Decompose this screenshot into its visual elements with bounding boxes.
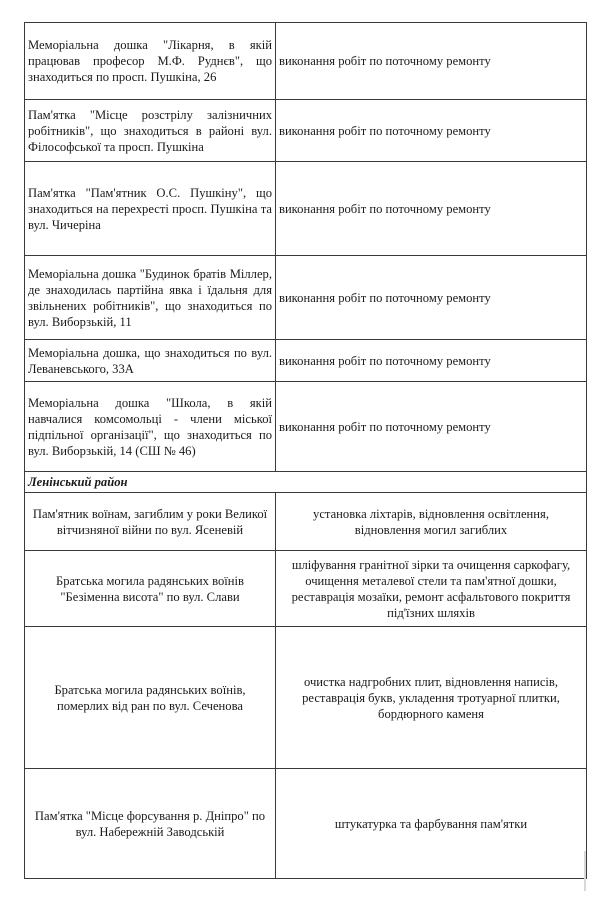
- table-row: [25, 769, 587, 879]
- work-cell: виконання робіт по поточному ремонту: [276, 256, 587, 340]
- object-cell: Меморіальна дошка "Будинок братів Міллер, де знаходилась партійна явка і їдальня для звільнених робітників", що знаходиться по вул. Виборзькій, 11: [25, 256, 276, 340]
- object-cell: Меморіальна дошка "Школа, в якій навчалися комсомольці - члени міської підпільної організації", що знаходиться по вул. Виборзькій, 14 (СШ № 46): [25, 382, 276, 472]
- table-row: [25, 382, 587, 472]
- work-cell: виконання робіт по поточному ремонту: [276, 340, 587, 382]
- table-row: [25, 100, 587, 162]
- work-cell: виконання робіт по поточному ремонту: [276, 23, 587, 100]
- table-row: [25, 340, 587, 382]
- monuments-table: [24, 22, 587, 879]
- work-cell: штукатурка та фарбування пам'ятки: [276, 769, 587, 879]
- object-cell: Пам'ятка "Місце розстрілу залізничних робітників", що знаходиться в районі вул. Філософської та просп. Пушкіна: [25, 100, 276, 162]
- object-cell: Пам'ятник воїнам, загиблим у роки Великої вітчизняної війни по вул. Ясеневій: [25, 493, 276, 551]
- object-cell: Меморіальна дошка "Лікарня, в якій працював професор М.Ф. Руднєв", що знаходиться по просп. Пушкіна, 26: [25, 23, 276, 100]
- object-cell: Меморіальна дошка, що знаходиться по вул. Леваневського, 33А: [25, 340, 276, 382]
- work-cell: виконання робіт по поточному ремонту: [276, 382, 587, 472]
- work-cell: очистка надгробних плит, відновлення написів, реставрація букв, укладення тротуарної плитки, бордюрного каменя: [276, 627, 587, 769]
- table-row: [25, 23, 587, 100]
- scan-artifact: [584, 851, 586, 891]
- table-row: [25, 256, 587, 340]
- table-row: [25, 627, 587, 769]
- table-row: [25, 162, 587, 256]
- object-cell: Пам'ятка "Місце форсування р. Дніпро" по вул. Набережній Заводській: [25, 769, 276, 879]
- object-cell: Пам'ятка "Пам'ятник О.С. Пушкіну", що знаходиться на перехресті просп. Пушкіна та вул. Чичеріна: [25, 162, 276, 256]
- section-row: [25, 472, 587, 493]
- object-cell: Братська могила радянських воїнів, померлих від ран по вул. Сеченова: [25, 627, 276, 769]
- section-title: Ленінський район: [25, 472, 587, 493]
- table-row: [25, 551, 587, 627]
- work-cell: шліфування гранітної зірки та очищення саркофагу, очищення металевої стели та пам'ятної дошки, реставрація мозаїки, ремонт асфальтового покриття під'їзних шляхів: [276, 551, 587, 627]
- table-row: [25, 493, 587, 551]
- work-cell: виконання робіт по поточному ремонту: [276, 100, 587, 162]
- work-cell: виконання робіт по поточному ремонту: [276, 162, 587, 256]
- object-cell: Братська могила радянських воїнів "Безіменна висота" по вул. Слави: [25, 551, 276, 627]
- work-cell: установка ліхтарів, відновлення освітлення, відновлення могил загиблих: [276, 493, 587, 551]
